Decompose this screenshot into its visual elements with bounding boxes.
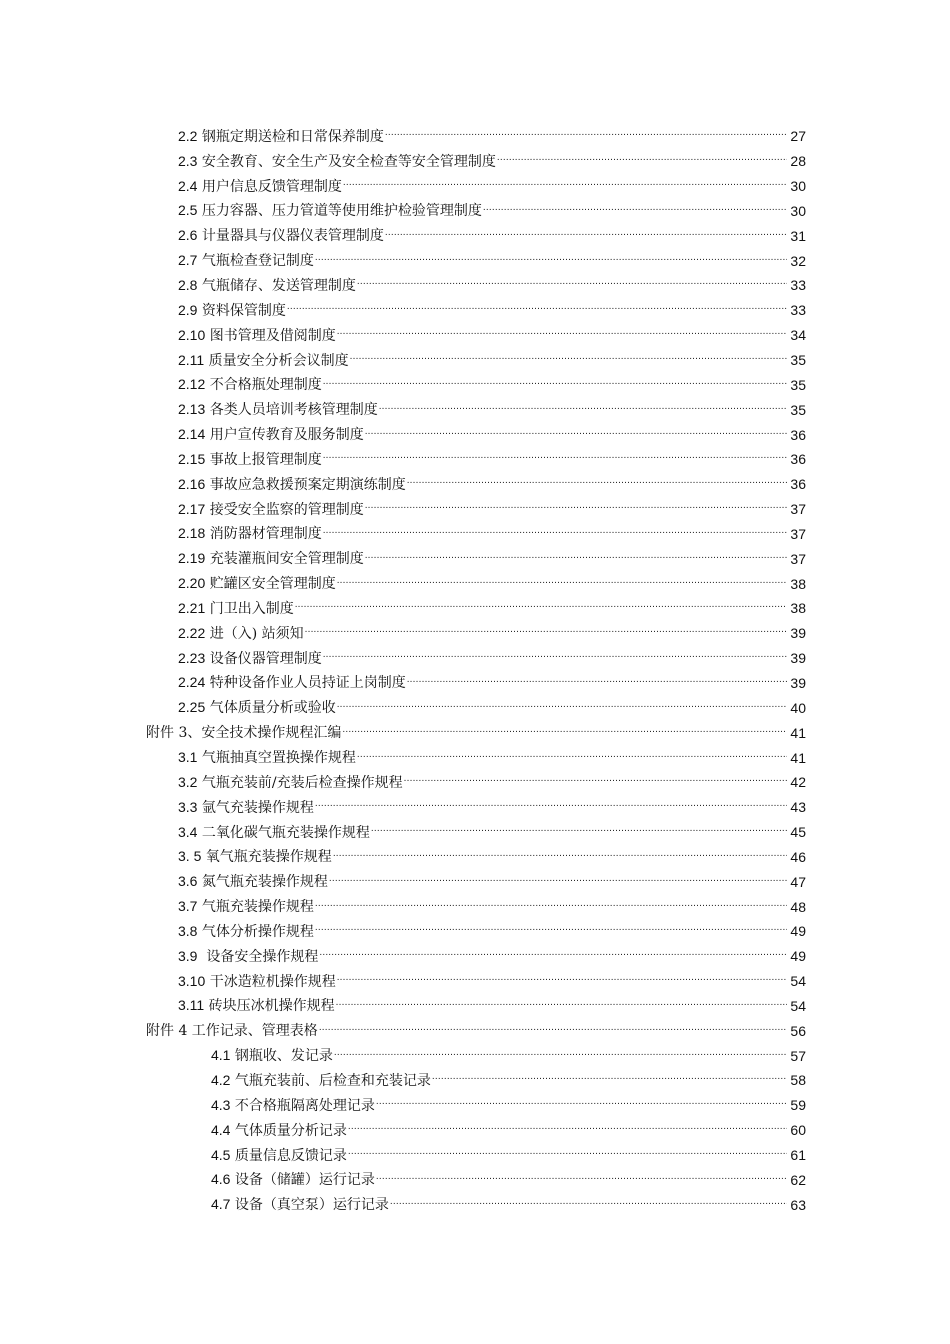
- toc-entry-number: 3.11: [178, 997, 205, 1014]
- toc-entry-label: 氧气瓶充装操作规程: [201, 849, 332, 866]
- toc-dot-leader: [407, 475, 787, 493]
- toc-entry[interactable]: [0, 323, 950, 348]
- toc-entry-page-number: 27: [790, 128, 806, 145]
- toc-entry-number: 4.6: [211, 1171, 231, 1188]
- toc-entry-label: 二氧化碳气瓶充装操作规程: [197, 824, 370, 841]
- toc-entry-number: 2.9: [178, 301, 198, 318]
- toc-entry-title: [178, 748, 356, 767]
- toc-dot-leader: [483, 202, 787, 220]
- toc-entry-number: 2.16: [178, 475, 206, 492]
- toc-entry-label: 门卫出入制度: [205, 600, 294, 617]
- toc-entry-page-number: 43: [790, 799, 806, 816]
- toc-dot-leader: [365, 500, 787, 518]
- toc-entry-number: 2.23: [178, 649, 206, 666]
- toc-entry[interactable]: [0, 174, 950, 199]
- toc-entry-label: 资料保管制度: [197, 302, 286, 319]
- toc-entry-page-number: 38: [790, 575, 806, 592]
- toc-entry-title: [211, 1146, 347, 1165]
- toc-entry-page-number: 48: [790, 898, 806, 915]
- toc-dot-leader: [323, 649, 787, 667]
- toc-dot-leader: [357, 749, 787, 767]
- toc-entry-title: [211, 1195, 389, 1214]
- toc-entry-title: [178, 773, 403, 792]
- toc-entry-label: 气瓶充装前、后检查和充装记录: [230, 1072, 431, 1089]
- toc-entry-title: [178, 872, 328, 891]
- toc-entry-title: [178, 549, 364, 568]
- toc-entry-label: 充装灌瓶间安全管理制度: [205, 551, 364, 568]
- toc-entry-label: 设备（储罐）运行记录: [230, 1172, 375, 1189]
- toc-entry[interactable]: [0, 348, 950, 373]
- toc-entry-number: 2.21: [178, 599, 206, 616]
- toc-entry[interactable]: [0, 969, 950, 994]
- toc-entry-number: 3.4: [178, 823, 198, 840]
- toc-dot-leader: [390, 1196, 787, 1214]
- toc-dot-leader: [337, 699, 787, 717]
- toc-entry-page-number: 62: [790, 1171, 806, 1188]
- toc-entry-label: 不合格瓶处理制度: [205, 377, 322, 394]
- toc-entry-number: 2.13: [178, 401, 206, 418]
- toc-entry-label: 氮气瓶充装操作规程: [197, 874, 328, 891]
- toc-entry[interactable]: [0, 248, 950, 273]
- toc-entry[interactable]: [0, 372, 950, 397]
- toc-entry-label: 事故应急救援预案定期演练制度: [205, 476, 406, 493]
- toc-entry-number: 4.4: [211, 1121, 231, 1138]
- toc-dot-leader: [407, 674, 787, 692]
- toc-dot-leader: [287, 301, 787, 319]
- toc-entry-title: [178, 400, 378, 419]
- toc-entry-title: [146, 724, 341, 742]
- toc-entry[interactable]: [0, 1018, 950, 1043]
- toc-entry-label: 安全教育、安全生产及安全检查等安全管理制度: [197, 153, 496, 170]
- toc-entry-title: [178, 698, 336, 717]
- toc-entry-title: [178, 947, 318, 966]
- toc-entry-number: 2.4: [178, 177, 198, 194]
- toc-dot-leader: [348, 1146, 787, 1164]
- toc-entry-title: [178, 226, 384, 245]
- toc-dot-leader: [315, 922, 787, 940]
- toc-dot-leader: [329, 873, 787, 891]
- toc-entry[interactable]: [0, 621, 950, 646]
- toc-entry-page-number: 38: [790, 600, 806, 617]
- toc-dot-leader: [323, 450, 787, 468]
- toc-entry[interactable]: [0, 1068, 950, 1093]
- toc-entry-label: 图书管理及借阅制度: [205, 327, 336, 344]
- toc-entry-page-number: 39: [790, 674, 806, 691]
- toc-entry-title: [178, 847, 332, 866]
- toc-entry-title: [146, 1022, 318, 1040]
- toc-entry-label: 不合格瓶隔离处理记录: [230, 1097, 375, 1114]
- toc-entry-page-number: 58: [790, 1072, 806, 1089]
- toc-dot-leader: [319, 947, 787, 965]
- toc-entry-number: 2.8: [178, 276, 198, 293]
- toc-entry-page-number: 56: [790, 1022, 806, 1039]
- toc-dot-leader: [404, 773, 787, 791]
- toc-dot-leader: [385, 127, 787, 145]
- toc-entry-number: 2.19: [178, 550, 206, 567]
- toc-entry-page-number: 49: [790, 923, 806, 940]
- toc-entry-page-number: 33: [790, 302, 806, 319]
- toc-dot-leader: [334, 1047, 787, 1065]
- toc-dot-leader: [371, 823, 787, 841]
- toc-entry-page-number: 41: [790, 724, 806, 741]
- toc-entry[interactable]: [0, 298, 950, 323]
- toc-dot-leader: [348, 1121, 787, 1139]
- toc-entry-title: [211, 1096, 375, 1115]
- toc-entry-number: 4.3: [211, 1096, 231, 1113]
- toc-entry[interactable]: [0, 695, 950, 720]
- toc-dot-leader: [432, 1071, 787, 1089]
- toc-entry-number: 2.11: [178, 351, 205, 368]
- toc-dot-leader: [315, 898, 787, 916]
- toc-entry-title: [178, 251, 314, 270]
- toc-entry-label: 气体质量分析记录: [230, 1122, 347, 1139]
- toc-entry[interactable]: [0, 397, 950, 422]
- toc-entry-label: 气体质量分析或验收: [205, 700, 336, 717]
- toc-entry[interactable]: [0, 497, 950, 522]
- toc-dot-leader: [365, 550, 787, 568]
- toc-entry[interactable]: [0, 1093, 950, 1118]
- toc-entry-number: 3.3: [178, 798, 198, 815]
- toc-entry-label: 压力容器、压力管道等使用维护检验管理制度: [197, 203, 482, 220]
- toc-entry-page-number: 39: [790, 625, 806, 642]
- toc-entry[interactable]: [0, 546, 950, 571]
- toc-dot-leader: [379, 401, 787, 419]
- toc-entry-number: 3.7: [178, 898, 198, 915]
- toc-entry[interactable]: [0, 844, 950, 869]
- toc-entry-page-number: 54: [790, 997, 806, 1014]
- toc-entry-label: 气瓶储存、发送管理制度: [197, 277, 356, 294]
- toc-entry-title: [178, 351, 349, 370]
- toc-entry[interactable]: [0, 1192, 950, 1217]
- toc-entry-label: 砖块压冰机操作规程: [204, 998, 335, 1015]
- toc-entry-label: 氩气充装操作规程: [197, 799, 314, 816]
- toc-entry-page-number: 57: [790, 1047, 806, 1064]
- toc-entry-page-number: 42: [790, 774, 806, 791]
- toc-entry[interactable]: [0, 124, 950, 149]
- toc-entry-label: 气瓶充装前/充装后检查操作规程: [197, 774, 403, 791]
- toc-entry-number: 4.7: [211, 1196, 231, 1213]
- toc-entry-title: [211, 1121, 347, 1140]
- toc-entry-page-number: 37: [790, 501, 806, 518]
- toc-entry-title: [178, 922, 314, 941]
- toc-dot-leader: [497, 152, 787, 170]
- toc-entry-page-number: 37: [790, 550, 806, 567]
- toc-entry-title: [178, 475, 406, 494]
- toc-entry-title: [178, 301, 286, 320]
- toc-entry-label: 设备（真空泵）运行记录: [230, 1197, 389, 1214]
- toc-dot-leader: [385, 227, 787, 245]
- toc-entry-number: 2.6: [178, 227, 198, 244]
- toc-dot-leader: [323, 376, 787, 394]
- toc-entry[interactable]: [0, 1043, 950, 1068]
- toc-dot-leader: [315, 798, 787, 816]
- toc-entry-page-number: 35: [790, 401, 806, 418]
- toc-entry-label: 用户宣传教育及服务制度: [205, 427, 364, 444]
- toc-entry-page-number: 35: [790, 352, 806, 369]
- toc-entry-page-number: 36: [790, 451, 806, 468]
- toc-entry[interactable]: [0, 720, 950, 745]
- toc-entry-number: 4.5: [211, 1146, 231, 1163]
- toc-entry[interactable]: [0, 1118, 950, 1143]
- toc-entry-title: [178, 127, 384, 146]
- toc-entry[interactable]: [0, 571, 950, 596]
- toc-entry-label: 用户信息反馈管理制度: [197, 178, 342, 195]
- toc-dot-leader: [357, 276, 787, 294]
- toc-entry-number: 4.1: [211, 1047, 231, 1064]
- toc-entry[interactable]: [0, 447, 950, 472]
- toc-entry-title: [211, 1046, 333, 1065]
- toc-entry-title: [178, 624, 304, 643]
- toc-entry-page-number: 28: [790, 153, 806, 170]
- toc-entry-title: [178, 276, 356, 295]
- toc-entry-label: 钢瓶收、发记录: [230, 1048, 333, 1065]
- toc-entry-page-number: 60: [790, 1122, 806, 1139]
- toc-entry-page-number: 54: [790, 973, 806, 990]
- toc-entry-page-number: 36: [790, 476, 806, 493]
- toc-entry-number: 3. 5: [178, 848, 202, 865]
- toc-entry[interactable]: [0, 820, 950, 845]
- toc-entry-number: 3.8: [178, 922, 198, 939]
- toc-entry[interactable]: [0, 919, 950, 944]
- toc-entry[interactable]: [0, 223, 950, 248]
- toc-entry-number: 2.20: [178, 575, 206, 592]
- toc-entry[interactable]: [0, 894, 950, 919]
- toc-entry-title: [178, 375, 322, 394]
- toc-entry-page-number: 59: [790, 1097, 806, 1114]
- toc-entry-number: 2.12: [178, 376, 206, 393]
- toc-entry[interactable]: [0, 944, 950, 969]
- toc-entry[interactable]: [0, 596, 950, 621]
- toc-entry-number: 3.6: [178, 873, 198, 890]
- toc-entry-page-number: 36: [790, 426, 806, 443]
- toc-entry[interactable]: [0, 149, 950, 174]
- toc-entry-number: 2.3: [178, 152, 198, 169]
- toc-dot-leader: [315, 252, 787, 270]
- toc-entry-page-number: 41: [790, 749, 806, 766]
- toc-entry-label: 各类人员培训考核管理制度: [205, 402, 378, 419]
- toc-entry-number: 2.14: [178, 426, 206, 443]
- toc-entry-label: 接受安全监察的管理制度: [205, 501, 364, 518]
- toc-entry-title: [178, 649, 322, 668]
- toc-entry-number: 2.25: [178, 699, 206, 716]
- toc-entry-title: [178, 599, 294, 618]
- toc-entry-title: [178, 574, 336, 593]
- toc-entry-number: 2.17: [178, 500, 206, 517]
- toc-entry-title: [178, 897, 314, 916]
- toc-entry-page-number: 35: [790, 376, 806, 393]
- toc-entry-title: [178, 326, 336, 345]
- toc-entry-title: [178, 500, 364, 519]
- toc-entry-label: 附件 4 工作记录、管理表格: [146, 1022, 318, 1039]
- toc-dot-leader: [333, 848, 787, 866]
- toc-entry-label: 干冰造粒机操作规程: [205, 973, 336, 990]
- toc-entry-number: 3.1: [178, 749, 198, 766]
- toc-entry-number: 2.2: [178, 127, 198, 144]
- toc-dot-leader: [319, 1022, 787, 1040]
- toc-entry-number: 2.18: [178, 525, 206, 542]
- toc-entry-page-number: 31: [790, 227, 806, 244]
- toc-dot-leader: [305, 624, 787, 642]
- toc-entry[interactable]: [0, 472, 950, 497]
- toc-entry[interactable]: [0, 745, 950, 770]
- toc-entry-label: 设备安全操作规程: [197, 948, 319, 965]
- toc-entry[interactable]: [0, 273, 950, 298]
- toc-entry-title: [178, 798, 314, 817]
- toc-entry-number: 2.22: [178, 624, 206, 641]
- toc-entry-number: 3.10: [178, 972, 206, 989]
- toc-entry-label: 质量安全分析会议制度: [204, 352, 349, 369]
- toc-entry-page-number: 40: [790, 699, 806, 716]
- toc-entry-label: 钢瓶定期送检和日常保养制度: [197, 128, 384, 145]
- toc-entry[interactable]: [0, 869, 950, 894]
- toc-entry-title: [178, 673, 406, 692]
- toc-entry-page-number: 61: [790, 1147, 806, 1164]
- toc-dot-leader: [376, 1171, 787, 1189]
- toc-entry-label: 气瓶检查登记制度: [197, 253, 314, 270]
- toc-dot-leader: [337, 575, 787, 593]
- table-of-contents: [0, 124, 950, 1217]
- toc-entry[interactable]: [0, 422, 950, 447]
- toc-entry-label: 计量器具与仪器仪表管理制度: [197, 228, 384, 245]
- toc-dot-leader: [343, 177, 787, 195]
- toc-entry-title: [178, 996, 335, 1015]
- toc-entry-page-number: 47: [790, 873, 806, 890]
- toc-entry[interactable]: [0, 671, 950, 696]
- toc-entry-page-number: 30: [790, 202, 806, 219]
- toc-entry-page-number: 45: [790, 824, 806, 841]
- toc-entry-title: [178, 152, 496, 171]
- toc-entry-title: [178, 425, 364, 444]
- toc-entry-number: 2.10: [178, 326, 206, 343]
- toc-dot-leader: [376, 1096, 787, 1114]
- toc-dot-leader: [337, 326, 787, 344]
- toc-dot-leader: [342, 724, 787, 742]
- toc-entry-number: 2.15: [178, 450, 206, 467]
- toc-entry[interactable]: [0, 646, 950, 671]
- toc-entry-number: 3.9: [178, 947, 198, 964]
- toc-entry-label: 特种设备作业人员持证上岗制度: [205, 675, 406, 692]
- toc-entry-label: 附件 3、安全技术操作规程汇编: [146, 724, 342, 741]
- toc-entry-label: 气瓶抽真空置换操作规程: [197, 750, 356, 767]
- toc-entry[interactable]: [0, 1167, 950, 1192]
- toc-dot-leader: [365, 426, 787, 444]
- toc-entry-number: 3.2: [178, 773, 198, 790]
- toc-entry-title: [178, 524, 322, 543]
- toc-entry-page-number: 39: [790, 650, 806, 667]
- toc-dot-leader: [337, 972, 787, 990]
- toc-entry-page-number: 33: [790, 277, 806, 294]
- toc-entry-label: 气体分析操作规程: [197, 923, 314, 940]
- toc-dot-leader: [336, 997, 787, 1015]
- toc-entry-label: 消防器材管理制度: [205, 526, 322, 543]
- toc-entry-label: 贮罐区安全管理制度: [205, 576, 336, 593]
- toc-entry-page-number: 34: [790, 327, 806, 344]
- toc-entry-title: [178, 972, 336, 991]
- toc-entry-number: 2.5: [178, 202, 198, 219]
- toc-entry-label: 设备仪器管理制度: [205, 650, 322, 667]
- toc-entry-title: [178, 450, 322, 469]
- toc-entry-number: 2.7: [178, 252, 198, 269]
- toc-entry-page-number: 37: [790, 525, 806, 542]
- toc-entry-title: [211, 1170, 375, 1189]
- toc-entry[interactable]: [0, 199, 950, 224]
- toc-entry[interactable]: [0, 1143, 950, 1168]
- toc-entry-label: 气瓶充装操作规程: [197, 899, 314, 916]
- toc-entry-number: 4.2: [211, 1071, 231, 1088]
- toc-entry-label: 事故上报管理制度: [205, 451, 322, 468]
- toc-entry-page-number: 32: [790, 252, 806, 269]
- toc-entry-title: [178, 823, 370, 842]
- toc-entry-title: [178, 201, 482, 220]
- toc-entry-page-number: 63: [790, 1196, 806, 1213]
- toc-entry-title: [211, 1071, 431, 1090]
- toc-dot-leader: [350, 351, 787, 369]
- toc-entry-label: 质量信息反馈记录: [230, 1147, 347, 1164]
- toc-entry-page-number: 49: [790, 948, 806, 965]
- toc-entry[interactable]: [0, 795, 950, 820]
- toc-entry-label: 进（入) 站须知: [205, 625, 304, 642]
- toc-dot-leader: [295, 599, 787, 617]
- toc-entry[interactable]: [0, 770, 950, 795]
- toc-entry[interactable]: [0, 522, 950, 547]
- toc-entry-title: [178, 177, 342, 196]
- toc-entry-page-number: 46: [790, 848, 806, 865]
- toc-dot-leader: [323, 525, 787, 543]
- toc-entry-page-number: 30: [790, 178, 806, 195]
- toc-entry[interactable]: [0, 994, 950, 1019]
- toc-entry-number: 2.24: [178, 674, 206, 691]
